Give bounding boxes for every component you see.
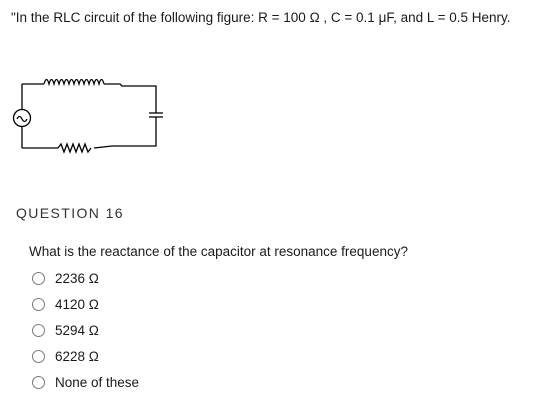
answer-option-5[interactable]: [32, 369, 139, 395]
inductor-coil: [44, 80, 104, 85]
answer-option-4[interactable]: [32, 343, 139, 369]
radio-button-icon[interactable]: [32, 272, 45, 285]
top-wire-right: [104, 84, 156, 113]
radio-button-icon[interactable]: [32, 298, 45, 311]
answer-options: [32, 265, 139, 395]
answer-option-2[interactable]: [32, 291, 139, 317]
answer-option-1[interactable]: [32, 265, 139, 291]
resistor-zigzag: [58, 144, 91, 152]
problem-statement: "In the RLC circuit of the following figure: R = 100 Ω , C = 0.1 μF, and L = 0.5 Henry.: [11, 10, 511, 25]
radio-button-icon[interactable]: [32, 324, 45, 337]
ac-sine: [17, 117, 27, 122]
radio-button-icon[interactable]: [32, 350, 45, 363]
question-header: QUESTION 16: [16, 205, 124, 221]
rlc-circuit-figure: [0, 68, 200, 168]
radio-button-icon[interactable]: [32, 376, 45, 389]
right-wire-bottom: [112, 117, 156, 146]
question-text: What is the reactance of the capacitor at resonance frequency?: [29, 244, 408, 259]
answer-option-label: 6228 Ω: [55, 348, 99, 364]
answer-option-label: 4120 Ω: [55, 296, 99, 312]
answer-option-label: 5294 Ω: [55, 322, 99, 338]
answer-option-label: None of these: [55, 374, 140, 390]
answer-option-3[interactable]: [32, 317, 139, 343]
bottom-wire-right: [94, 146, 112, 148]
answer-option-label: 2236 Ω: [55, 270, 99, 286]
